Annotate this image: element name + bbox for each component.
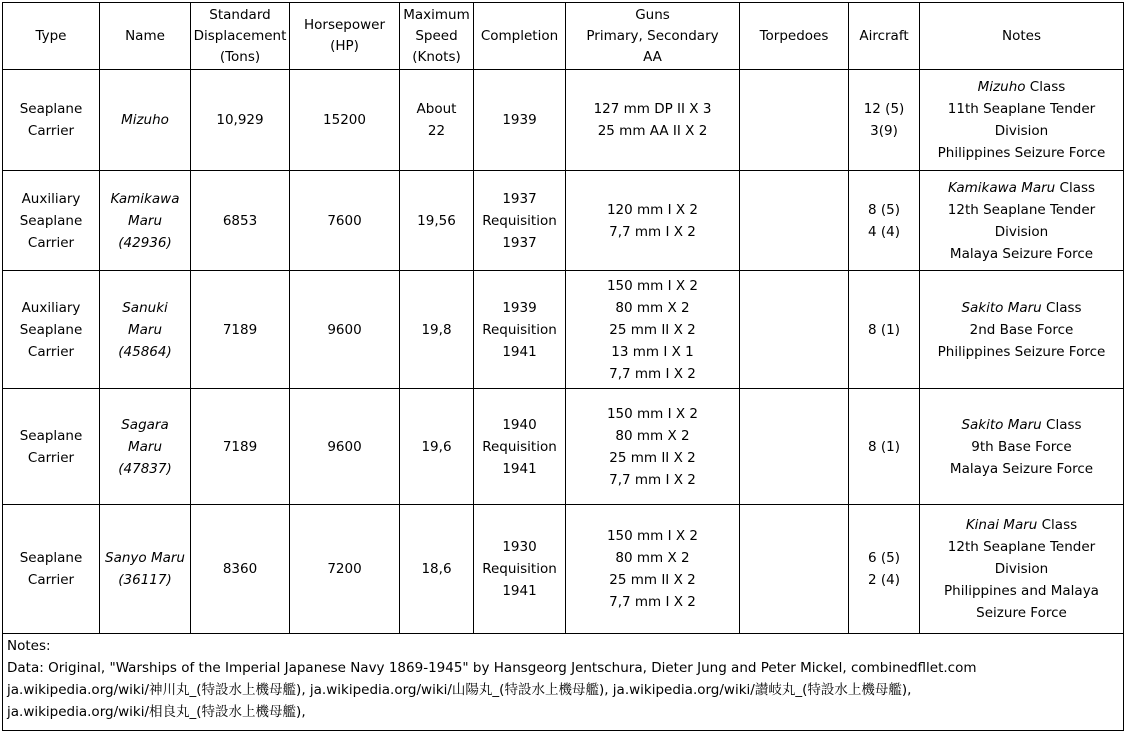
- header-label: AA: [643, 48, 662, 65]
- completion-line: Requisition: [482, 212, 557, 229]
- header-name: [100, 3, 191, 70]
- footer-line: Notes:: [7, 638, 51, 654]
- guns-line: 25 mm II X 2: [609, 321, 696, 338]
- header-label: Primary, Secondary: [586, 27, 719, 44]
- guns-line: 120 mm I X 2: [606, 201, 699, 218]
- type-line: Seaplane: [19, 212, 83, 229]
- completion-line: 1939: [502, 299, 537, 316]
- speed-line: 18,6: [421, 561, 452, 577]
- table-row: [3, 505, 1124, 634]
- guns-line: 80 mm X 2: [615, 299, 690, 316]
- name-line: Mizuho: [121, 112, 169, 128]
- header-type: [3, 3, 100, 70]
- header-label: Speed: [415, 27, 458, 44]
- cell-type: [3, 389, 100, 505]
- guns-line: 80 mm X 2: [615, 550, 690, 566]
- completion-line: 1930: [502, 539, 537, 555]
- type-line: Carrier: [27, 123, 75, 139]
- header-label: Maximum: [403, 6, 470, 23]
- guns-line: 150 mm I X 2: [606, 528, 699, 544]
- cell-torpedoes: [740, 70, 849, 171]
- seaplane-carrier-table: [2, 2, 1124, 731]
- cell-horsepower: 9600: [290, 389, 400, 505]
- notes-class-suffix: Class: [1025, 79, 1066, 95]
- cell-horsepower: 15200: [290, 70, 400, 171]
- notes-class-suffix: Class: [1041, 416, 1082, 433]
- cell-notes: [920, 271, 1124, 389]
- notes-class-line: [922, 177, 1121, 199]
- header-guns: [566, 3, 740, 70]
- notes-class-name: Sakito Maru: [961, 416, 1042, 433]
- cell-displacement: 10,929: [191, 70, 290, 171]
- guns-line: 150 mm I X 2: [606, 277, 699, 294]
- type-line: Seaplane: [19, 321, 83, 338]
- type-line: Seaplane: [19, 427, 83, 444]
- aircraft-line: 2 (4): [867, 572, 900, 588]
- table-row: [3, 70, 1124, 171]
- type-line: Carrier: [27, 449, 75, 466]
- header-label: Guns: [635, 6, 670, 23]
- header-row: [3, 3, 1124, 70]
- cell-name: [100, 70, 191, 171]
- notes-line: 11th Seaplane Tender: [947, 101, 1096, 117]
- guns-line: 7,7 mm I X 2: [609, 471, 696, 488]
- cell-completion: [474, 505, 566, 634]
- guns-line: 25 mm II X 2: [609, 572, 696, 588]
- footer-line: ja.wikipedia.org/wiki/神川丸_(特設水上機母艦), ja.wikipedia.org/wiki/山陽丸_(特設水上機母艦), ja.wikipedia.org/wiki/讃岐丸_(特設水上機母艦),: [7, 682, 912, 698]
- name-line: Maru: [127, 212, 163, 229]
- header-horsepower: [290, 3, 400, 70]
- name-line: Kamikawa: [110, 190, 180, 207]
- header-aircraft: [849, 3, 920, 70]
- name-line: (36117): [118, 572, 172, 588]
- cell-speed: [400, 70, 474, 171]
- aircraft-line: 12 (5): [863, 101, 905, 117]
- notes-line: Philippines and Malaya: [944, 583, 1099, 599]
- name-line: Sagara: [121, 416, 169, 433]
- notes-line: Seizure Force: [976, 605, 1067, 621]
- name-line: Sanuki: [122, 299, 168, 316]
- cell-notes: [920, 505, 1124, 634]
- name-line: Maru: [127, 321, 163, 338]
- cell-aircraft: [849, 271, 920, 389]
- header-notes: [920, 3, 1124, 70]
- notes-line: 9th Base Force: [971, 438, 1072, 455]
- cell-type: [3, 505, 100, 634]
- guns-line: 7,7 mm I X 2: [609, 223, 696, 240]
- cell-completion: [474, 171, 566, 271]
- cell-aircraft: [849, 171, 920, 271]
- name-line: Sanyo Maru: [105, 550, 185, 566]
- cell-name: [100, 171, 191, 271]
- completion-line: 1937: [502, 234, 537, 251]
- cell-name: [100, 271, 191, 389]
- cell-name: [100, 505, 191, 634]
- header-label: Notes: [1002, 27, 1041, 44]
- type-line: Carrier: [27, 234, 75, 251]
- cell-notes: [920, 171, 1124, 271]
- cell-displacement: 7189: [191, 389, 290, 505]
- guns-line: 25 mm II X 2: [609, 449, 696, 466]
- header-label: Standard: [209, 6, 271, 23]
- notes-line: Malaya Seizure Force: [949, 245, 1094, 262]
- header-speed: [400, 3, 474, 70]
- cell-speed: [400, 389, 474, 505]
- cell-speed: [400, 505, 474, 634]
- type-line: Auxiliary: [21, 299, 81, 316]
- name-line: (45864): [118, 343, 172, 360]
- completion-line: 1941: [502, 583, 537, 599]
- notes-class-suffix: Class: [1037, 517, 1078, 533]
- cell-name: [100, 389, 191, 505]
- notes-class-name: Kinai Maru: [965, 517, 1038, 533]
- completion-line: 1941: [502, 460, 537, 477]
- cell-notes: [920, 70, 1124, 171]
- notes-line: Division: [994, 223, 1049, 240]
- cell-type: [3, 70, 100, 171]
- header-label: Name: [125, 27, 165, 44]
- guns-line: 127 mm DP II X 3: [593, 101, 712, 117]
- cell-type: [3, 171, 100, 271]
- notes-class-suffix: Class: [1055, 179, 1096, 196]
- speed-line: 22: [427, 123, 446, 139]
- cell-horsepower: 7600: [290, 171, 400, 271]
- cell-displacement: 7189: [191, 271, 290, 389]
- aircraft-line: 8 (1): [867, 321, 900, 338]
- cell-guns: [566, 70, 740, 171]
- notes-class-line: [922, 76, 1121, 98]
- cell-torpedoes: [740, 171, 849, 271]
- aircraft-line: 8 (5): [867, 201, 900, 218]
- cell-completion: [474, 389, 566, 505]
- cell-torpedoes: [740, 389, 849, 505]
- header-label: Completion: [480, 27, 559, 44]
- completion-line: 1941: [502, 343, 537, 360]
- table-row: [3, 171, 1124, 271]
- header-label: Torpedoes: [759, 27, 829, 44]
- notes-line: Philippines Seizure Force: [937, 145, 1106, 161]
- header-label: (Knots): [412, 48, 461, 65]
- notes-line: 12th Seaplane Tender: [947, 539, 1096, 555]
- completion-line: 1939: [502, 112, 537, 128]
- type-line: Seaplane: [19, 550, 83, 566]
- notes-line: 2nd Base Force: [969, 321, 1074, 338]
- type-line: Seaplane: [19, 101, 83, 117]
- completion-line: Requisition: [482, 321, 557, 338]
- header-label: (HP): [330, 38, 359, 54]
- guns-line: 80 mm X 2: [615, 427, 690, 444]
- cell-displacement: 6853: [191, 171, 290, 271]
- footer-line: Data: Original, "Warships of the Imperial Japanese Navy 1869-1945" by Hansgeorg Jentschura, Dieter Jung and Peter Mickel, combinedfllet.com: [7, 660, 977, 676]
- cell-aircraft: [849, 70, 920, 171]
- notes-line: Malaya Seizure Force: [949, 460, 1094, 477]
- cell-horsepower: 9600: [290, 271, 400, 389]
- completion-line: Requisition: [482, 561, 557, 577]
- notes-class-name: Sakito Maru: [961, 299, 1042, 316]
- cell-aircraft: [849, 389, 920, 505]
- header-label: Aircraft: [859, 27, 909, 44]
- guns-line: 7,7 mm I X 2: [609, 365, 696, 382]
- cell-torpedoes: [740, 505, 849, 634]
- notes-class-line: [922, 414, 1121, 436]
- footer-line: ja.wikipedia.org/wiki/相良丸_(特設水上機母艦),: [7, 704, 306, 720]
- header-completion: [474, 3, 566, 70]
- guns-line: 150 mm I X 2: [606, 405, 699, 422]
- notes-line: Division: [994, 561, 1049, 577]
- header-torpedoes: [740, 3, 849, 70]
- header-displacement: [191, 3, 290, 70]
- guns-line: 13 mm I X 1: [611, 343, 694, 360]
- cell-aircraft: [849, 505, 920, 634]
- speed-line: 19,6: [421, 438, 452, 455]
- speed-line: 19,56: [417, 212, 456, 229]
- guns-line: 25 mm AA II X 2: [597, 123, 708, 139]
- cell-guns: [566, 171, 740, 271]
- seaplane-carrier-table-container: [2, 2, 1123, 731]
- aircraft-line: 8 (1): [867, 438, 900, 455]
- name-line: (47837): [118, 460, 172, 477]
- cell-torpedoes: [740, 271, 849, 389]
- name-line: (42936): [118, 234, 172, 251]
- notes-class-suffix: Class: [1041, 299, 1082, 316]
- header-label: Displacement: [193, 27, 287, 44]
- name-line: Maru: [127, 438, 163, 455]
- header-label: Horsepower: [303, 17, 386, 33]
- type-line: Carrier: [27, 572, 75, 588]
- notes-class-name: Mizuho: [977, 79, 1026, 95]
- cell-completion: [474, 271, 566, 389]
- header-label: (Tons): [219, 48, 261, 65]
- notes-line: Division: [994, 123, 1049, 139]
- cell-speed: [400, 271, 474, 389]
- footer-notes: [3, 634, 1124, 731]
- speed-line: About: [416, 101, 457, 117]
- speed-line: 19,8: [421, 321, 452, 338]
- type-line: Auxiliary: [21, 190, 81, 207]
- cell-notes: [920, 389, 1124, 505]
- table-row: [3, 389, 1124, 505]
- cell-displacement: 8360: [191, 505, 290, 634]
- aircraft-line: 3(9): [870, 123, 898, 139]
- table-row: [3, 271, 1124, 389]
- cell-speed: [400, 171, 474, 271]
- guns-line: 7,7 mm I X 2: [609, 594, 696, 610]
- notes-class-line: [922, 514, 1121, 536]
- aircraft-line: 4 (4): [867, 223, 900, 240]
- footer-row: [3, 634, 1124, 731]
- completion-line: 1937: [502, 190, 537, 207]
- cell-guns: [566, 389, 740, 505]
- cell-completion: [474, 70, 566, 171]
- notes-line: 12th Seaplane Tender: [947, 201, 1096, 218]
- aircraft-line: 6 (5): [867, 550, 900, 566]
- notes-line: Philippines Seizure Force: [937, 343, 1106, 360]
- cell-type: [3, 271, 100, 389]
- notes-class-line: [922, 297, 1121, 319]
- cell-horsepower: 7200: [290, 505, 400, 634]
- completion-line: 1940: [502, 416, 537, 433]
- header-label: Type: [35, 27, 67, 44]
- table-body: [3, 70, 1124, 634]
- cell-guns: [566, 505, 740, 634]
- cell-guns: [566, 271, 740, 389]
- notes-class-name: Kamikawa Maru: [947, 179, 1056, 196]
- completion-line: Requisition: [482, 438, 557, 455]
- type-line: Carrier: [27, 343, 75, 360]
